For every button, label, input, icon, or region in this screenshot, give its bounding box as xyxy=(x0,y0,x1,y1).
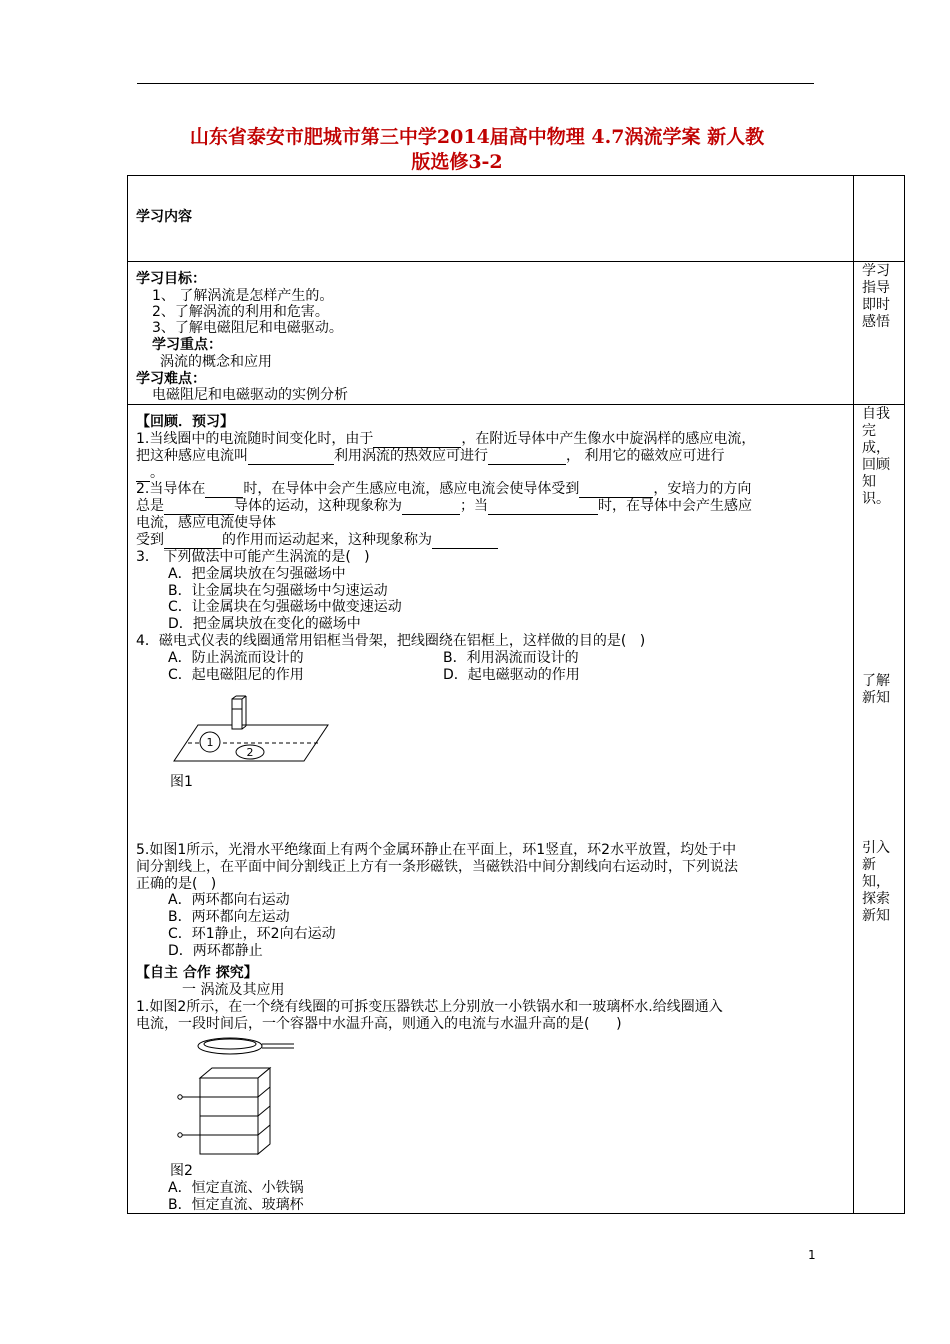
answer-blank[interactable] xyxy=(205,483,243,498)
side-note-learn: 了解新知 xyxy=(862,673,890,706)
q4-option[interactable]: B．利用涡流而设计的 xyxy=(443,650,579,666)
q2-text-e: 导体的运动，这种现象称为 xyxy=(234,498,402,514)
review-q5-line1: 5.如图1所示，光滑水平绝缘面上有两个金属环静止在平面上，环1竖直，环2水平放置，均处于中 xyxy=(136,842,737,858)
figure-1-caption: 图1 xyxy=(170,774,193,790)
header-rule xyxy=(137,83,814,84)
bar-magnet xyxy=(232,709,242,729)
q4-option[interactable]: D．起电磁驱动的作用 xyxy=(443,667,580,683)
explore-option[interactable]: B．恒定直流、玻璃杯 xyxy=(168,1197,304,1213)
q2-text-c: ，安培力的方向 xyxy=(653,481,752,497)
answer-blank[interactable] xyxy=(432,534,498,549)
answer-blank[interactable] xyxy=(373,433,461,448)
review-heading: 【回顾．预习】 xyxy=(136,414,234,430)
goal-item: 2、了解涡流的利用和危害。 xyxy=(152,304,329,320)
q5-option[interactable]: B．两环都向左运动 xyxy=(168,909,290,925)
answer-blank[interactable] xyxy=(248,450,334,465)
q2-text-g: 时，在导体中会产生感应 xyxy=(598,498,752,514)
figure-2-caption: 图2 xyxy=(170,1163,193,1179)
q2-text-j: 的作用而运动起来，这种现象称为 xyxy=(222,532,432,548)
answer-blank[interactable] xyxy=(488,500,598,515)
iron-pot xyxy=(198,1038,262,1054)
review-q2-line2 xyxy=(136,498,752,515)
answer-blank[interactable] xyxy=(488,450,566,465)
review-q3: 3． 下列做法中可能产生涡流的是( ) xyxy=(136,549,370,565)
figure-1-diagram xyxy=(170,695,330,770)
ring-1-label: 1 xyxy=(206,736,214,749)
q4-option[interactable]: C．起电磁阻尼的作用 xyxy=(168,667,304,683)
review-q5-line2: 间分割线上，在平面中间分割线正上方有一条形磁铁，当磁铁沿中间分割线向右运动时，下列说法 xyxy=(136,859,738,875)
q2-text-d: 总是 xyxy=(136,498,164,514)
q1-text-c: 把这种感应电流叫 xyxy=(136,448,248,464)
explore-heading: 【自主 合作 探究】 xyxy=(136,965,258,981)
explore-q1-line2: 电流，一段时间后，一个容器中水温升高，则通入的电流与水温升高的是( ) xyxy=(136,1016,622,1032)
goal-item: 3、了解电磁阻尼和电磁驱动。 xyxy=(152,320,343,336)
review-q1-line3 xyxy=(136,465,164,482)
q2-text-a: 2.当导体在 xyxy=(136,481,206,497)
side-note-guide: 学习指导即时感悟 xyxy=(862,263,890,330)
q2-text-f: ；当 xyxy=(460,498,488,514)
row-divider-1 xyxy=(127,261,905,262)
explore-q1-line1: 1.如图2所示，在一个绕有线圈的可拆变压器铁芯上分别放一小铁锅水和一玻璃杯水.给线圈通入 xyxy=(136,999,723,1015)
goal-item: 1、 了解涡流是怎样产生的。 xyxy=(152,288,334,304)
row-divider-2 xyxy=(127,404,905,405)
title-line-2: 版选修3-2 xyxy=(411,151,503,173)
figure-2-diagram xyxy=(172,1028,302,1158)
review-q5-line3: 正确的是( ) xyxy=(136,876,217,892)
difficult-heading: 学习难点： xyxy=(136,371,206,387)
side-note-self: 自我完成，回顾知识。 xyxy=(862,406,890,507)
page-number: 1 xyxy=(808,1248,816,1262)
review-q2-line3: 电流，感应电流使导体 xyxy=(136,515,276,531)
q3-option[interactable]: C．让金属块在匀强磁场中做变速运动 xyxy=(168,599,402,615)
q1-text-f: 。 xyxy=(150,465,164,481)
explore-subheading: 一 涡流及其应用 xyxy=(182,982,285,998)
q2-text-i: 受到 xyxy=(136,532,164,548)
review-q4: 4．磁电式仪表的线圈通常用铝框当骨架，把线圈绕在铝框上，这样做的目的是( ) xyxy=(136,633,646,649)
key-heading: 学习重点： xyxy=(152,337,222,353)
review-q1-line2 xyxy=(136,448,724,465)
q3-option[interactable]: A．把金属块放在匀强磁场中 xyxy=(168,566,346,582)
answer-blank[interactable] xyxy=(579,483,653,498)
key-text: 涡流的概念和应用 xyxy=(160,354,272,370)
q1-text-b: ，在附近导体中产生像水中旋涡样的感应电流， xyxy=(461,431,756,447)
q5-option[interactable]: C．环1静止，环2向右运动 xyxy=(168,926,336,942)
difficult-text: 电磁阻尼和电磁驱动的实例分析 xyxy=(152,387,348,403)
q5-option[interactable]: D．两环都静止 xyxy=(168,943,263,959)
review-q2-line4 xyxy=(136,532,498,549)
q4-option[interactable]: A．防止涡流而设计的 xyxy=(168,650,304,666)
side-note-explore: 引入新知，探索新知 xyxy=(862,840,890,924)
explore-option[interactable]: A．恒定直流、小铁锅 xyxy=(168,1180,304,1196)
title-line-1: 山东省泰安市肥城市第三中学2014届高中物理 4.7涡流学案 新人教 xyxy=(189,126,765,148)
q2-text-b: 时，在导体中会产生感应电流，感应电流会使导体受到 xyxy=(243,481,580,497)
review-q2-line1 xyxy=(136,481,751,498)
review-q1-line1 xyxy=(136,431,755,448)
answer-blank[interactable] xyxy=(164,534,222,549)
answer-blank[interactable] xyxy=(164,500,234,515)
row-label-content: 学习内容 xyxy=(136,209,192,225)
q1-text-e: ， 利用它的磁效应可进行 xyxy=(566,448,725,464)
q3-option[interactable]: B．让金属块在匀强磁场中匀速运动 xyxy=(168,583,388,599)
q3-option[interactable]: D．把金属块放在变化的磁场中 xyxy=(168,616,361,632)
answer-blank[interactable] xyxy=(136,467,150,482)
q5-option[interactable]: A．两环都向右运动 xyxy=(168,892,290,908)
document-title xyxy=(137,125,817,175)
answer-blank[interactable] xyxy=(402,500,460,515)
bar-magnet-top xyxy=(232,699,242,709)
ring-2-label: 2 xyxy=(246,746,254,759)
goals-heading: 学习目标： xyxy=(136,271,206,287)
column-divider xyxy=(853,175,854,1214)
q1-text-d: 利用涡流的热效应可进行 xyxy=(334,448,488,464)
q1-text-a: 1.当线圈中的电流随时间变化时，由于 xyxy=(136,431,374,447)
